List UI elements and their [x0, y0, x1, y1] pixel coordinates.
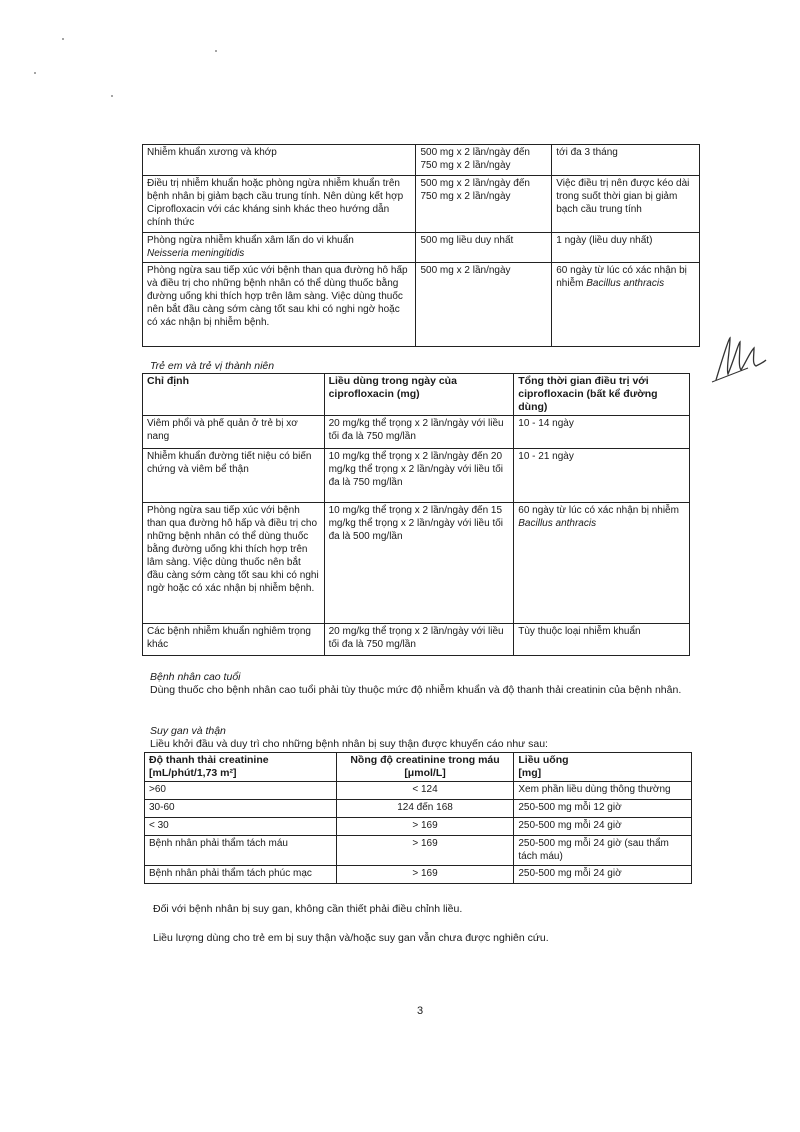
dose-cell: 500 mg liều duy nhất: [416, 233, 552, 263]
page-number: 3: [417, 1005, 424, 1017]
duration-cell: 1 ngày (liều duy nhất): [552, 233, 700, 263]
scan-speck: [62, 38, 64, 40]
duration-cell: 10 - 21 ngày: [514, 449, 690, 503]
child-renal-note: Liều lượng dùng cho trẻ em bị suy thận và/hoặc suy gan vẫn chưa được nghiên cứu.: [153, 932, 549, 944]
adult-dosage-table: [142, 144, 700, 347]
liver-note: Đối với bệnh nhân bị suy gan, không cần thiết phải điều chỉnh liều.: [153, 903, 463, 915]
creatinine-cell: < 124: [336, 782, 514, 800]
indication-cell: Nhiễm khuẩn đường tiết niệu có biến chứng và viêm bể thận: [143, 449, 325, 503]
indication-cell: Phòng ngừa nhiễm khuẩn xâm lấn do vi khuẩn Neisseria meningitidis: [143, 233, 416, 263]
scan-speck: [34, 72, 36, 74]
table-row: [143, 503, 690, 624]
creatinine-cell: 124 đến 168: [336, 800, 514, 818]
indication-cell: Phòng ngừa sau tiếp xúc với bệnh than qua đường hô hấp và điều trị cho những bệnh nhân có thể dùng thuốc bằng đường uống khi thích hợp trên lâm sàng. Việc dùng thuốc nên bắt đầu càng sớm càng tốt sau khi có nghi ngờ hoặc có xác nhận bị nhiễm bệnh.: [143, 263, 416, 347]
table-row: [143, 145, 700, 176]
table-row: [145, 782, 692, 800]
table-header-row: [143, 374, 690, 416]
duration-cell: 10 - 14 ngày: [514, 416, 690, 449]
column-header: Nồng độ creatinine trong máu [μmol/L]: [336, 753, 514, 782]
oral-dose-cell: 250-500 mg mỗi 24 giờ (sau thẩm tách máu): [514, 836, 692, 866]
clearance-cell: < 30: [145, 818, 337, 836]
indication-cell: Phòng ngừa sau tiếp xúc với bệnh than qua đường hô hấp và điều trị cho những bệnh nhân có thể dùng thuốc bằng đường uống khi thích hợp trên lâm sàng. Việc dùng thuốc nên bắt đầu càng sớm càng tốt sau khi có nghi ngờ hoặc có xác nhận bị nhiễm bệnh.: [143, 503, 325, 624]
column-header: Tổng thời gian điều trị với ciprofloxacin (bất kể đường dùng): [514, 374, 690, 416]
scan-speck: [215, 50, 217, 52]
table-row: [143, 449, 690, 503]
column-header: Liều uống [mg]: [514, 753, 692, 782]
clearance-cell: 30-60: [145, 800, 337, 818]
indication-cell: Nhiễm khuẩn xương và khớp: [143, 145, 416, 176]
creatinine-cell: > 169: [336, 818, 514, 836]
renal-section-title: Suy gan và thận: [150, 725, 226, 737]
clearance-cell: Bệnh nhân phải thẩm tách phúc mạc: [145, 866, 337, 884]
table-row: [143, 233, 700, 263]
dose-cell: 20 mg/kg thể trọng x 2 lần/ngày với liều tối đa là 750 mg/lần: [324, 624, 514, 656]
table-row: [145, 866, 692, 884]
dose-cell: 10 mg/kg thể trọng x 2 lần/ngày đến 15 mg/kg thể trọng x 2 lần/ngày với liều tối đa là 500 mg/lần: [324, 503, 514, 624]
indication-cell: Viêm phổi và phế quản ở trẻ bị xơ nang: [143, 416, 325, 449]
renal-intro: Liều khởi đầu và duy trì cho những bệnh nhân bị suy thận được khuyến cáo như sau:: [150, 738, 548, 750]
dose-cell: 20 mg/kg thể trọng x 2 lần/ngày với liều tối đa là 750 mg/lần: [324, 416, 514, 449]
table-row: [145, 800, 692, 818]
dose-cell: 500 mg x 2 lần/ngày đến 750 mg x 2 lần/ngày: [416, 176, 552, 233]
table-row: [145, 818, 692, 836]
dose-cell: 500 mg x 2 lần/ngày đến 750 mg x 2 lần/ngày: [416, 145, 552, 176]
duration-cell: tới đa 3 tháng: [552, 145, 700, 176]
handwritten-signature: [708, 330, 770, 385]
column-header: Độ thanh thải creatinine [mL/phút/1,73 m²]: [145, 753, 337, 782]
oral-dose-cell: Xem phần liều dùng thông thường: [514, 782, 692, 800]
oral-dose-cell: 250-500 mg mỗi 24 giờ: [514, 818, 692, 836]
elderly-paragraph: Dùng thuốc cho bệnh nhân cao tuổi phải tùy thuộc mức độ nhiễm khuẩn và độ thanh thải creatinin của bệnh nhân.: [150, 684, 682, 696]
creatinine-cell: > 169: [336, 866, 514, 884]
clearance-cell: Bệnh nhân phải thẩm tách máu: [145, 836, 337, 866]
scan-speck: [111, 95, 113, 97]
dose-cell: 500 mg x 2 lần/ngày: [416, 263, 552, 347]
table-row: [143, 176, 700, 233]
table-header-row: [145, 753, 692, 782]
duration-cell: Việc điều trị nên được kéo dài trong suốt thời gian bị giảm bạch cầu trung tính: [552, 176, 700, 233]
creatinine-cell: > 169: [336, 836, 514, 866]
children-dosage-table: [142, 373, 690, 656]
duration-cell: Tùy thuộc loại nhiễm khuẩn: [514, 624, 690, 656]
duration-cell: 60 ngày từ lúc có xác nhận bị nhiễm Bacillus anthracis: [552, 263, 700, 347]
indication-cell: Các bệnh nhiễm khuẩn nghiêm trọng khác: [143, 624, 325, 656]
column-header: Chỉ định: [143, 374, 325, 416]
table-row: [143, 416, 690, 449]
indication-cell: Điều trị nhiễm khuẩn hoặc phòng ngừa nhiễm khuẩn trên bệnh nhân bị giảm bạch cầu trung tính. Nên dùng kết hợp Ciprofloxacin với các kháng sinh khác theo hướng dẫn chính thức: [143, 176, 416, 233]
duration-cell: 60 ngày từ lúc có xác nhận bị nhiễm Bacillus anthracis: [514, 503, 690, 624]
renal-dosage-table: [144, 752, 692, 884]
table-row: [143, 263, 700, 347]
table-row: [143, 624, 690, 656]
dose-cell: 10 mg/kg thể trọng x 2 lần/ngày đến 20 mg/kg thể trọng x 2 lần/ngày với liều tối đa là 750 mg/lần: [324, 449, 514, 503]
clearance-cell: >60: [145, 782, 337, 800]
oral-dose-cell: 250-500 mg mỗi 24 giờ: [514, 866, 692, 884]
column-header: Liều dùng trong ngày của ciprofloxacin (mg): [324, 374, 514, 416]
oral-dose-cell: 250-500 mg mỗi 12 giờ: [514, 800, 692, 818]
table-row: [145, 836, 692, 866]
children-section-title: Trẻ em và trẻ vị thành niên: [150, 360, 275, 372]
elderly-section-title: Bệnh nhân cao tuổi: [150, 671, 241, 683]
